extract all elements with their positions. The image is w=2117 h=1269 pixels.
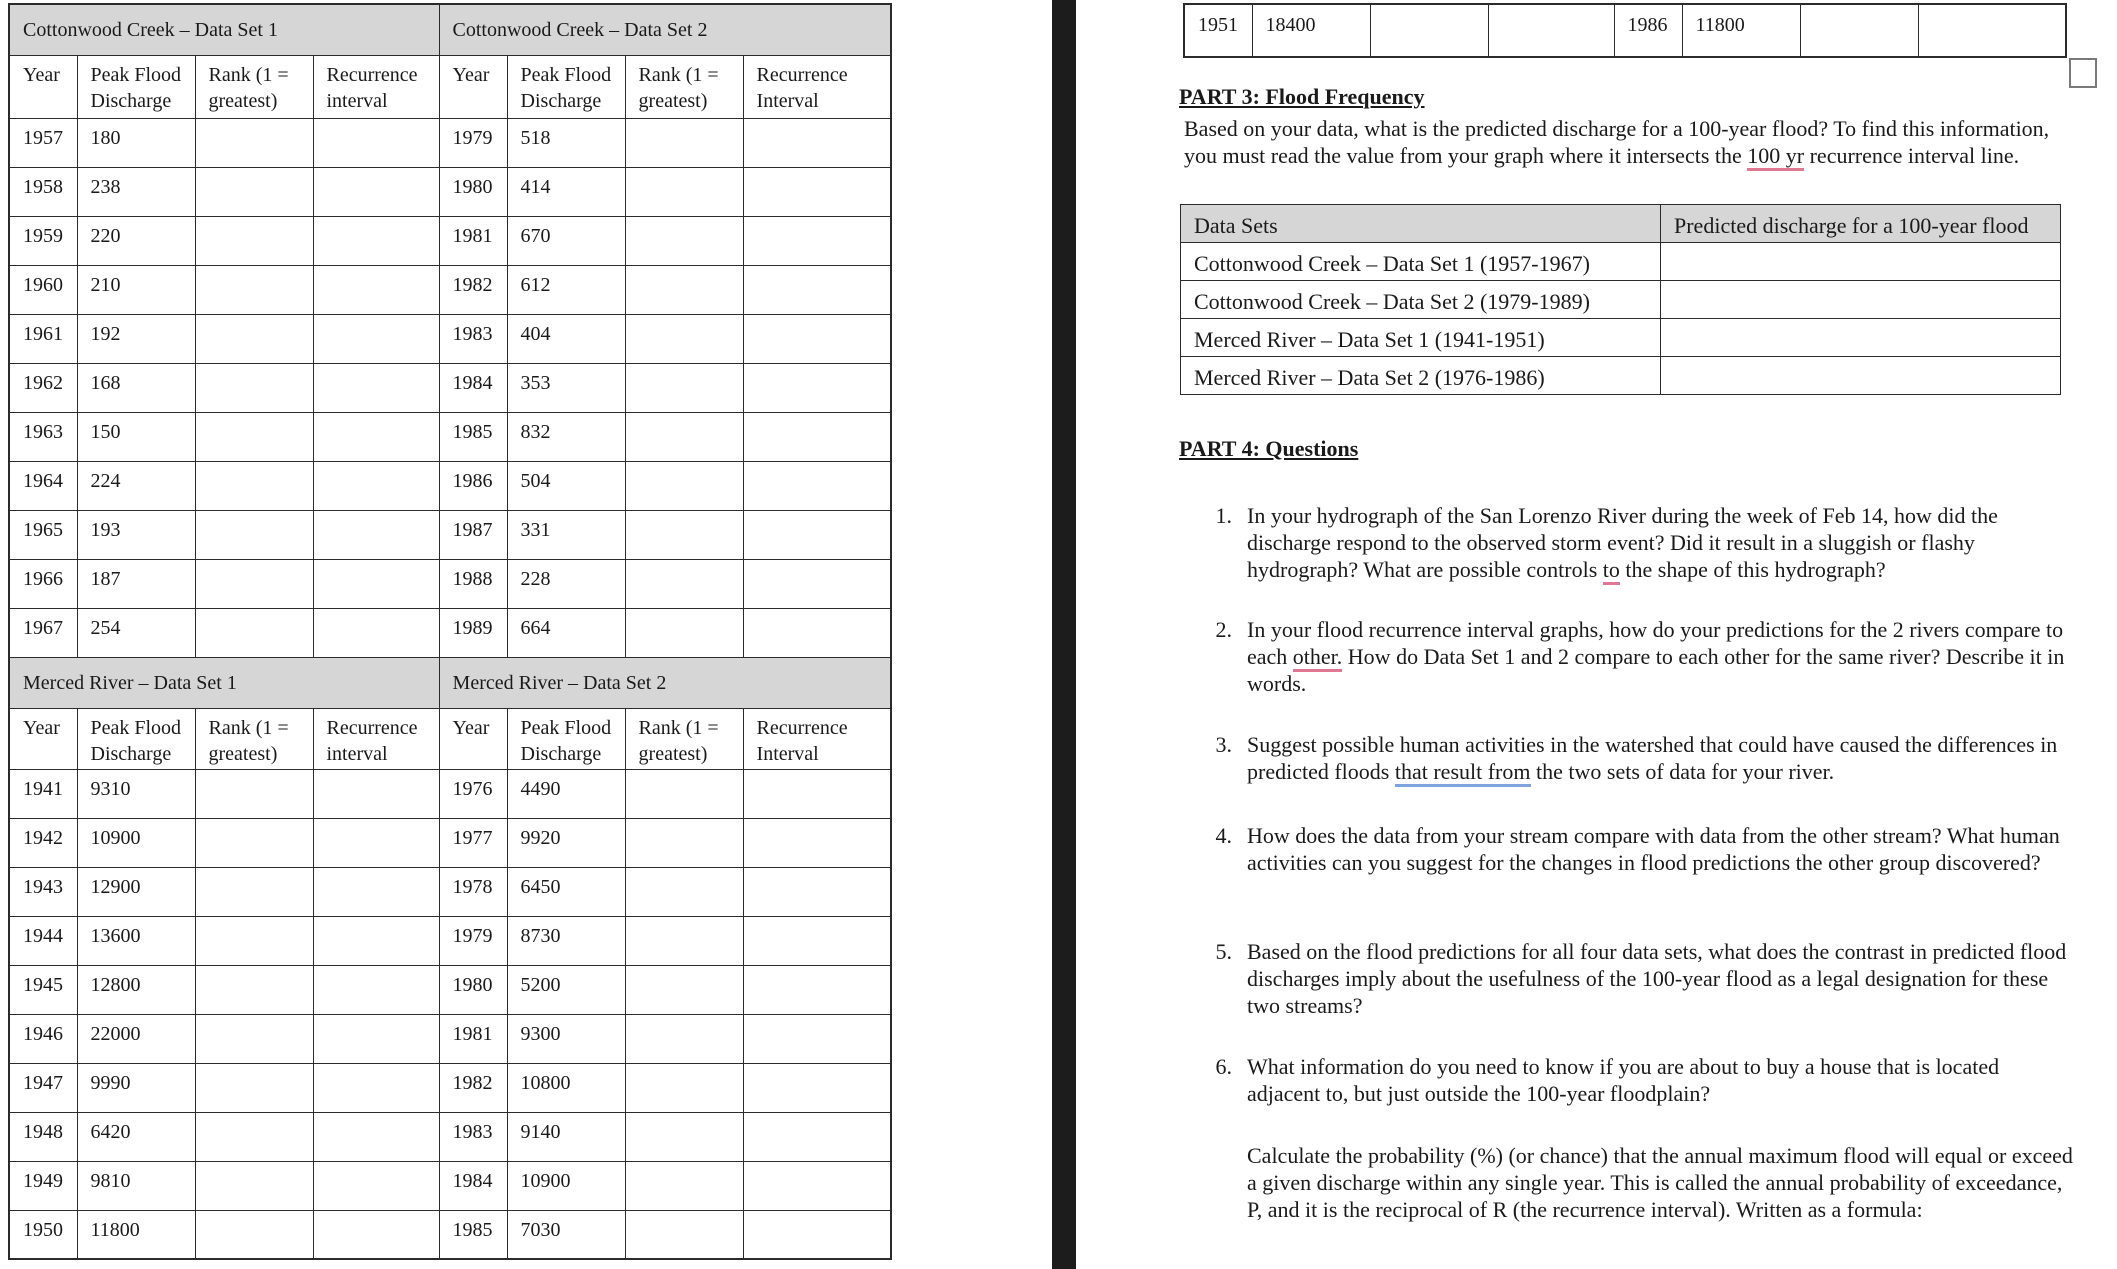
peak-cell: 612 — [507, 265, 625, 314]
recurrence-cell[interactable] — [313, 559, 439, 608]
year-cell: 1959 — [9, 216, 77, 265]
rank-cell[interactable] — [625, 510, 743, 559]
year-cell: 1966 — [9, 559, 77, 608]
peak-cell: 13600 — [77, 916, 195, 965]
year-cell: 1983 — [439, 314, 507, 363]
text-segment: recurrence interval line. — [1804, 143, 2020, 168]
col-header-recurrence: Recurrence Interval — [743, 55, 891, 118]
rank-cell[interactable] — [625, 412, 743, 461]
rank-cell[interactable] — [195, 1112, 313, 1161]
text-segment: In your hydrograph of the San Lorenzo River during the week of Feb 14, how did the discharge respond to the observed storm event? Did it result in a sluggish or flashy hydrograph? What are possible controls — [1247, 503, 1998, 582]
recurrence-cell[interactable] — [743, 1210, 891, 1259]
rank-cell[interactable] — [625, 167, 743, 216]
peak-cell: 150 — [77, 412, 195, 461]
year-cell: 1947 — [9, 1063, 77, 1112]
year-cell: 1985 — [439, 412, 507, 461]
rank-cell[interactable] — [625, 1161, 743, 1210]
recurrence-cell[interactable] — [313, 1210, 439, 1259]
year-cell: 1979 — [439, 916, 507, 965]
rank-cell[interactable] — [625, 1063, 743, 1112]
year-cell: 1985 — [439, 1210, 507, 1259]
recurrence-cell[interactable] — [743, 608, 891, 657]
year-cell: 1950 — [9, 1210, 77, 1259]
prediction-answer-cell[interactable] — [1661, 357, 2061, 395]
data-set-label: Cottonwood Creek – Data Set 1 (1957-1967) — [1181, 243, 1661, 281]
cc1-title: Cottonwood Creek – Data Set 1 — [9, 4, 439, 55]
rank-cell[interactable] — [195, 965, 313, 1014]
mr2-title: Merced River – Data Set 2 — [439, 657, 891, 708]
text-segment: Suggest possible human activities in the watershed that could have caused the differences in predicted floods — [1247, 732, 2058, 784]
peak-cell: 18400 — [1252, 4, 1370, 57]
peak-cell: 5200 — [507, 965, 625, 1014]
question-number: 5. — [1215, 939, 1232, 964]
spellcheck-underline: to — [1603, 557, 1620, 585]
continued-data-strip — [1183, 3, 2067, 58]
question-6: What information do you need to know if you are about to buy a house that is located adjacent to, but just outside the 100-year floodplain? — [1247, 1054, 2000, 1106]
table-row — [9, 769, 891, 818]
rank-cell[interactable] — [625, 1014, 743, 1063]
table-row — [9, 916, 891, 965]
text-segment: In your flood recurrence interval graphs, how do your predictions for the 2 rivers compare to each — [1247, 617, 2064, 669]
recurrence-cell[interactable] — [743, 867, 891, 916]
peak-cell: 224 — [77, 461, 195, 510]
rank-cell[interactable] — [195, 118, 313, 167]
peak-cell: 192 — [77, 314, 195, 363]
year-cell: 1951 — [1184, 4, 1252, 57]
text-segment: Based on your data, what is the predicted discharge for a 100-year flood? To find this information, you must read the value from your graph where it intersects the — [1184, 116, 2050, 168]
peak-cell: 12800 — [77, 965, 195, 1014]
peak-cell: 210 — [77, 265, 195, 314]
probability-instructions: Calculate the probability (%) (or chance) that the annual maximum flood will equal or exceed a given discharge within any single year. This is called the annual probability of exceedance, P, and it is the reciprocal of R (the recurrence interval). Written as a formula: — [1247, 1143, 2073, 1222]
recurrence-cell[interactable] — [313, 314, 439, 363]
peak-cell: 331 — [507, 510, 625, 559]
table-row — [9, 818, 891, 867]
table-row — [9, 314, 891, 363]
year-cell: 1945 — [9, 965, 77, 1014]
question-number: 6. — [1215, 1054, 1232, 1079]
peak-cell: 664 — [507, 608, 625, 657]
recurrence-cell[interactable] — [313, 1161, 439, 1210]
rank-cell[interactable] — [195, 216, 313, 265]
peak-cell: 504 — [507, 461, 625, 510]
recurrence-cell[interactable] — [743, 559, 891, 608]
peak-cell: 832 — [507, 412, 625, 461]
year-cell: 1980 — [439, 965, 507, 1014]
rank-cell[interactable] — [195, 867, 313, 916]
year-cell: 1949 — [9, 1161, 77, 1210]
table-row — [1181, 281, 2061, 319]
year-cell: 1965 — [9, 510, 77, 559]
recurrence-cell[interactable] — [313, 510, 439, 559]
flood-data-table — [8, 3, 892, 1260]
recurrence-cell[interactable] — [313, 1112, 439, 1161]
rank-cell[interactable] — [195, 314, 313, 363]
question-number: 4. — [1215, 823, 1232, 848]
table-row — [9, 965, 891, 1014]
rank-cell[interactable] — [625, 265, 743, 314]
peak-cell: 254 — [77, 608, 195, 657]
table-row — [9, 1210, 891, 1259]
table-row — [9, 461, 891, 510]
table-row — [9, 608, 891, 657]
part3-instructions — [1184, 115, 2084, 169]
rank-cell[interactable] — [195, 510, 313, 559]
peak-cell: 10900 — [507, 1161, 625, 1210]
rank-cell — [1370, 4, 1488, 57]
recurrence-cell[interactable] — [313, 412, 439, 461]
col-header-peak: Peak Flood Discharge — [77, 55, 195, 118]
recurrence-cell[interactable] — [743, 265, 891, 314]
peak-cell: 518 — [507, 118, 625, 167]
rank-cell[interactable] — [625, 1112, 743, 1161]
year-cell: 1964 — [9, 461, 77, 510]
peak-cell: 9140 — [507, 1112, 625, 1161]
col-header-year: Year — [9, 55, 77, 118]
year-cell: 1986 — [439, 461, 507, 510]
col-header-peak: Peak Flood Discharge — [507, 708, 625, 769]
table-row — [9, 118, 891, 167]
recurrence-cell[interactable] — [743, 118, 891, 167]
recurrence-cell[interactable] — [743, 818, 891, 867]
peak-cell: 11800 — [1682, 4, 1800, 57]
recurrence-cell[interactable] — [313, 265, 439, 314]
recurrence-cell[interactable] — [743, 363, 891, 412]
year-cell: 1943 — [9, 867, 77, 916]
rank-cell[interactable] — [625, 1210, 743, 1259]
table-row — [9, 1063, 891, 1112]
text-segment: the two sets of data for your river. — [1530, 759, 1835, 784]
col-header-year: Year — [9, 708, 77, 769]
col-header-peak: Peak Flood Discharge — [77, 708, 195, 769]
recurrence-cell[interactable] — [313, 608, 439, 657]
rank-cell[interactable] — [195, 265, 313, 314]
year-cell: 1979 — [439, 118, 507, 167]
year-cell: 1988 — [439, 559, 507, 608]
peak-cell: 11800 — [77, 1210, 195, 1259]
year-cell: 1981 — [439, 1014, 507, 1063]
table-row — [9, 1112, 891, 1161]
text-segment: the shape of this hydrograph? — [1619, 557, 1886, 582]
year-cell: 1982 — [439, 1063, 507, 1112]
header-data-sets: Data Sets — [1181, 205, 1661, 243]
table-row — [9, 265, 891, 314]
year-cell: 1948 — [9, 1112, 77, 1161]
recurrence-cell[interactable] — [313, 118, 439, 167]
peak-cell: 6420 — [77, 1112, 195, 1161]
rank-cell[interactable] — [625, 965, 743, 1014]
recurrence-cell[interactable] — [313, 818, 439, 867]
mr-header-row — [9, 708, 891, 769]
recurrence-cell[interactable] — [743, 1112, 891, 1161]
rank-cell[interactable] — [625, 118, 743, 167]
peak-cell: 9300 — [507, 1014, 625, 1063]
recurrence-cell[interactable] — [743, 461, 891, 510]
peak-cell: 22000 — [77, 1014, 195, 1063]
peak-cell: 4490 — [507, 769, 625, 818]
rank-cell[interactable] — [195, 1210, 313, 1259]
peak-cell: 7030 — [507, 1210, 625, 1259]
table-row — [9, 867, 891, 916]
question-2 — [1247, 616, 2077, 697]
spellcheck-underline: 100 yr — [1747, 143, 1804, 171]
question-number: 2. — [1215, 617, 1232, 642]
page-gutter — [1032, 0, 1052, 1269]
recurrence-cell[interactable] — [313, 363, 439, 412]
recurrence-cell[interactable] — [313, 1014, 439, 1063]
rank-cell[interactable] — [625, 916, 743, 965]
recurrence-cell[interactable] — [743, 314, 891, 363]
question-number: 3. — [1215, 732, 1232, 757]
rank-cell[interactable] — [195, 167, 313, 216]
recurrence-cell[interactable] — [313, 461, 439, 510]
page-divider — [1052, 0, 1076, 1269]
year-cell: 1962 — [9, 363, 77, 412]
year-cell: 1989 — [439, 608, 507, 657]
rank-cell[interactable] — [195, 1014, 313, 1063]
year-cell: 1941 — [9, 769, 77, 818]
recurrence-cell[interactable] — [743, 965, 891, 1014]
table-row — [9, 510, 891, 559]
peak-cell: 220 — [77, 216, 195, 265]
year-cell: 1982 — [439, 265, 507, 314]
recurrence-cell[interactable] — [313, 167, 439, 216]
peak-cell: 10800 — [507, 1063, 625, 1112]
rank-cell[interactable] — [625, 461, 743, 510]
year-cell: 1946 — [9, 1014, 77, 1063]
peak-cell: 8730 — [507, 916, 625, 965]
col-header-recurrence: Recurrence Interval — [743, 708, 891, 769]
question-4: How does the data from your stream compare with data from the other stream? What human activities can you suggest for the changes in flood predictions the other group discovered? — [1247, 823, 2060, 875]
rank-cell[interactable] — [195, 608, 313, 657]
table-row — [1181, 319, 2061, 357]
recurrence-cell[interactable] — [743, 1063, 891, 1112]
recurrence-cell[interactable] — [313, 916, 439, 965]
peak-cell: 180 — [77, 118, 195, 167]
year-cell: 1960 — [9, 265, 77, 314]
text-segment: How do Data Set 1 and 2 compare to each other for the same river? Describe it in words. — [1247, 644, 2065, 696]
rank-cell[interactable] — [625, 216, 743, 265]
recurrence-cell[interactable] — [743, 1161, 891, 1210]
col-header-rank: Rank (1 = greatest) — [195, 55, 313, 118]
recurrence-cell[interactable] — [743, 412, 891, 461]
col-header-recurrence: Recurrence interval — [313, 55, 439, 118]
rank-cell[interactable] — [195, 1161, 313, 1210]
question-3 — [1247, 731, 2077, 785]
year-cell: 1986 — [1614, 4, 1682, 57]
peak-cell: 9310 — [77, 769, 195, 818]
year-cell: 1976 — [439, 769, 507, 818]
table-row — [9, 216, 891, 265]
prediction-header-row — [1181, 205, 2061, 243]
prediction-answer-cell[interactable] — [1661, 243, 2061, 281]
peak-cell: 9810 — [77, 1161, 195, 1210]
year-cell: 1978 — [439, 867, 507, 916]
rank-cell[interactable] — [195, 461, 313, 510]
table-row — [9, 1161, 891, 1210]
data-set-label: Merced River – Data Set 2 (1976-1986) — [1181, 357, 1661, 395]
mr1-title: Merced River – Data Set 1 — [9, 657, 439, 708]
part4-heading: PART 4: Questions — [1179, 436, 1359, 461]
recurrence-cell[interactable] — [743, 916, 891, 965]
table-row — [1181, 357, 2061, 395]
recurrence-cell — [1488, 4, 1614, 57]
recurrence-cell[interactable] — [313, 965, 439, 1014]
col-header-year: Year — [439, 708, 507, 769]
rank-cell[interactable] — [625, 867, 743, 916]
peak-cell: 10900 — [77, 818, 195, 867]
recurrence-cell[interactable] — [743, 1014, 891, 1063]
year-cell: 1961 — [9, 314, 77, 363]
prediction-answer-cell[interactable] — [1661, 319, 2061, 357]
data-set-label: Merced River – Data Set 1 (1941-1951) — [1181, 319, 1661, 357]
year-cell: 1984 — [439, 363, 507, 412]
rank-cell[interactable] — [195, 559, 313, 608]
year-cell: 1963 — [9, 412, 77, 461]
table-row — [9, 1014, 891, 1063]
recurrence-cell[interactable] — [743, 769, 891, 818]
question-5: Based on the flood predictions for all four data sets, what does the contrast in predicted flood discharges imply about the usefulness of the 100-year flood as a legal designation for these two streams? — [1247, 939, 2067, 1018]
rank-cell[interactable] — [625, 818, 743, 867]
peak-cell: 404 — [507, 314, 625, 363]
col-header-rank: Rank (1 = greatest) — [195, 708, 313, 769]
table-row — [9, 559, 891, 608]
col-header-peak: Peak Flood Discharge — [507, 55, 625, 118]
corner-checkbox — [2069, 58, 2097, 88]
table-row — [9, 412, 891, 461]
rank-cell[interactable] — [625, 314, 743, 363]
year-cell: 1977 — [439, 818, 507, 867]
header-predicted-discharge: Predicted discharge for a 100-year flood — [1661, 205, 2061, 243]
rank-cell[interactable] — [195, 412, 313, 461]
peak-cell: 12900 — [77, 867, 195, 916]
year-cell: 1957 — [9, 118, 77, 167]
rank-cell[interactable] — [195, 916, 313, 965]
rank-cell[interactable] — [195, 363, 313, 412]
year-cell: 1958 — [9, 167, 77, 216]
recurrence-cell[interactable] — [743, 510, 891, 559]
table-row — [1184, 4, 2066, 57]
peak-cell: 228 — [507, 559, 625, 608]
recurrence-cell[interactable] — [313, 867, 439, 916]
year-cell: 1981 — [439, 216, 507, 265]
peak-cell: 9920 — [507, 818, 625, 867]
col-header-rank: Rank (1 = greatest) — [625, 55, 743, 118]
year-cell: 1967 — [9, 608, 77, 657]
year-cell: 1980 — [439, 167, 507, 216]
cc2-title: Cottonwood Creek – Data Set 2 — [439, 4, 891, 55]
question-1 — [1247, 502, 2077, 583]
rank-cell[interactable] — [625, 559, 743, 608]
prediction-answer-cell[interactable] — [1661, 281, 2061, 319]
peak-cell: 6450 — [507, 867, 625, 916]
peak-cell: 414 — [507, 167, 625, 216]
recurrence-cell[interactable] — [743, 216, 891, 265]
prediction-table — [1180, 204, 2061, 395]
recurrence-cell[interactable] — [313, 769, 439, 818]
rank-cell[interactable] — [625, 363, 743, 412]
col-header-recurrence: Recurrence interval — [313, 708, 439, 769]
year-cell: 1942 — [9, 818, 77, 867]
spellcheck-underline: other. — [1293, 644, 1343, 672]
rank-cell[interactable] — [625, 769, 743, 818]
recurrence-cell — [1918, 4, 2066, 57]
peak-cell: 238 — [77, 167, 195, 216]
col-header-rank: Rank (1 = greatest) — [625, 708, 743, 769]
rank-cell[interactable] — [195, 1063, 313, 1112]
rank-cell[interactable] — [195, 818, 313, 867]
col-header-year: Year — [439, 55, 507, 118]
table-row — [1181, 243, 2061, 281]
year-cell: 1984 — [439, 1161, 507, 1210]
recurrence-cell[interactable] — [313, 216, 439, 265]
peak-cell: 9990 — [77, 1063, 195, 1112]
grammar-underline: that result from — [1395, 759, 1531, 787]
table-row — [9, 363, 891, 412]
part3-heading: PART 3: Flood Frequency — [1179, 84, 1425, 109]
peak-cell: 187 — [77, 559, 195, 608]
peak-cell: 168 — [77, 363, 195, 412]
year-cell: 1983 — [439, 1112, 507, 1161]
rank-cell — [1800, 4, 1918, 57]
recurrence-cell[interactable] — [313, 1063, 439, 1112]
year-cell: 1944 — [9, 916, 77, 965]
peak-cell: 193 — [77, 510, 195, 559]
recurrence-cell[interactable] — [743, 167, 891, 216]
question-number: 1. — [1215, 503, 1232, 528]
year-cell: 1987 — [439, 510, 507, 559]
data-set-label: Cottonwood Creek – Data Set 2 (1979-1989) — [1181, 281, 1661, 319]
rank-cell[interactable] — [625, 608, 743, 657]
cc-header-row — [9, 55, 891, 118]
rank-cell[interactable] — [195, 769, 313, 818]
peak-cell: 353 — [507, 363, 625, 412]
table-row — [9, 167, 891, 216]
peak-cell: 670 — [507, 216, 625, 265]
